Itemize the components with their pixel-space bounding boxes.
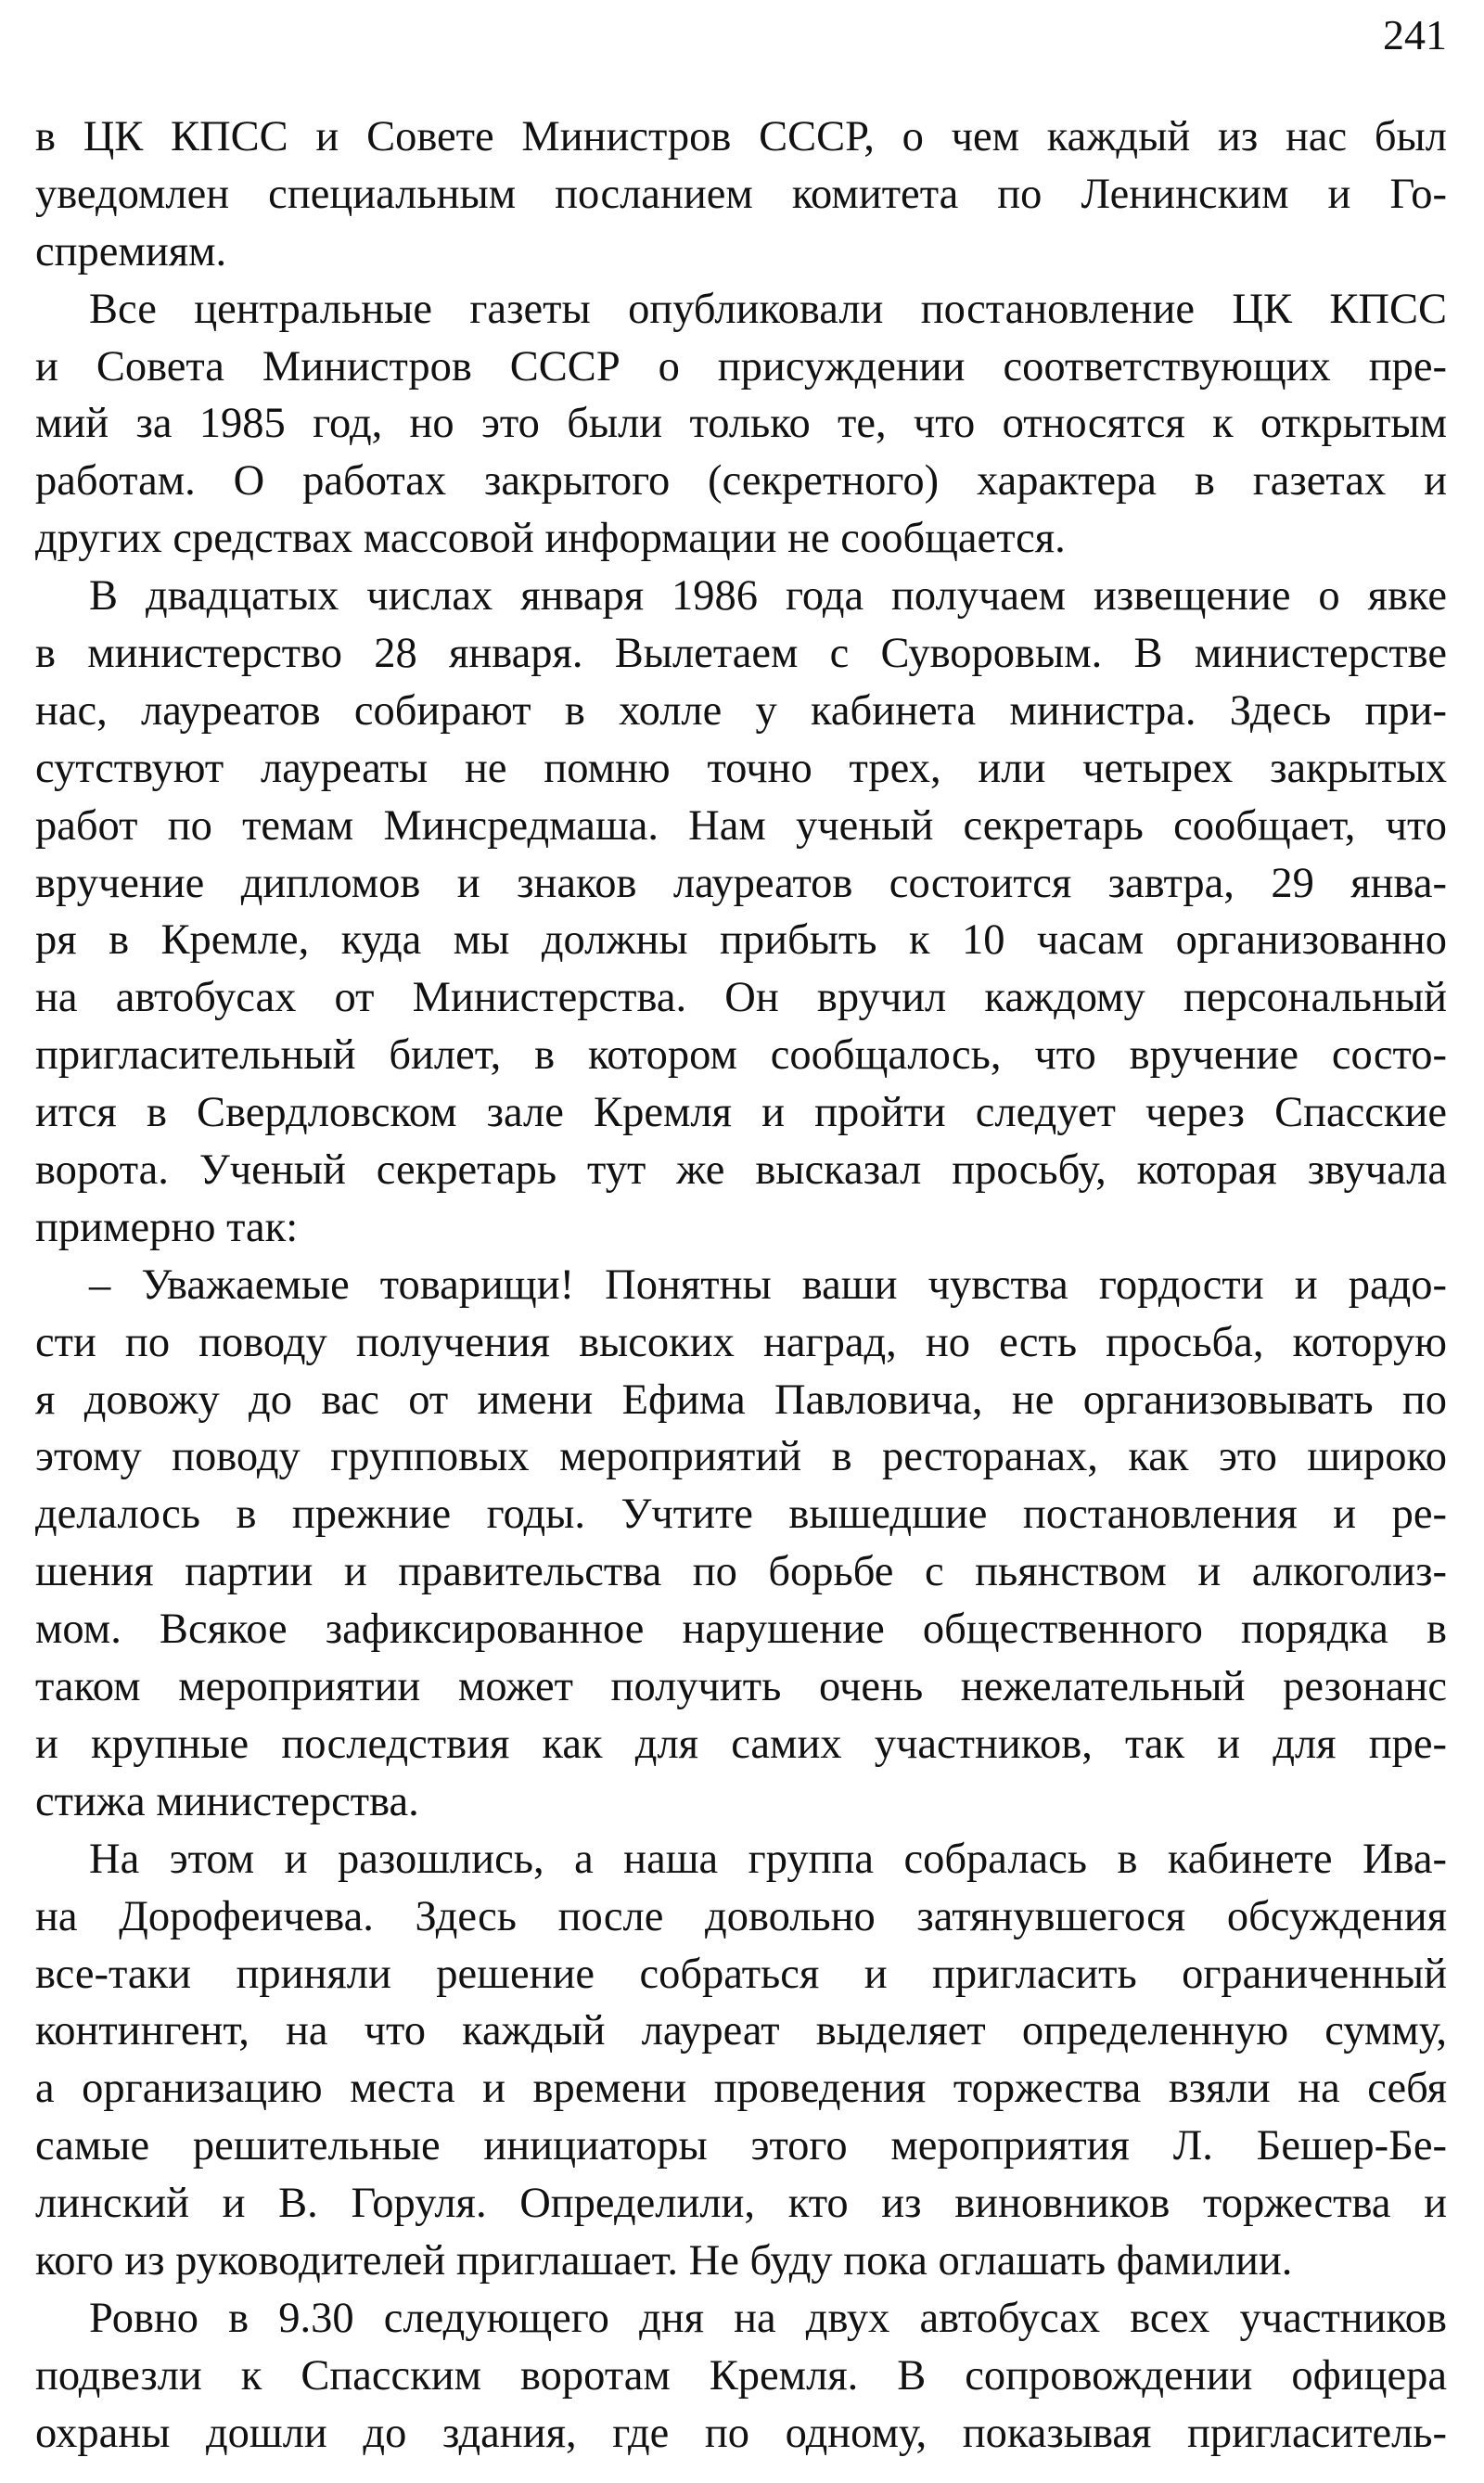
text-line: работ по темам Минсредмаша. Нам ученый секретарь сообщает, что — [35, 801, 1447, 850]
text-line: других средствах массовой информации не сообщается. — [35, 515, 1066, 563]
text-line: контингент, на что каждый лауреат выделяет определенную сумму, — [35, 2007, 1447, 2055]
text-line: пригласительный билет, в котором сообщалось, что вручение состо- — [35, 1031, 1447, 1080]
text-line: нас, лауреатов собирают в холле у кабинета министра. Здесь при- — [35, 686, 1447, 735]
text-line: уведомлен специальным посланием комитета по Ленинским и Го- — [35, 170, 1447, 218]
text-line: сти по поводу получения высоких наград, но есть просьба, которую — [35, 1318, 1447, 1366]
text-line: шения партии и правительства по борьбе с пьянством и алкоголиз- — [35, 1548, 1447, 1596]
paragraph — [35, 2290, 1447, 2463]
text-line: примерно так: — [35, 1203, 299, 1251]
text-line: а организацию места и времени проведения торжества взяли на себя — [35, 2065, 1447, 2113]
text-line: кого из руководителей приглашает. Не буду пока оглашать фамилии. — [35, 2236, 1293, 2285]
text-line: таком мероприятии может получить очень нежелательный резонанс — [35, 1663, 1447, 1711]
text-line: сутствуют лауреаты не помню точно трех, или четырех закрытых — [35, 744, 1447, 792]
text-line: В двадцатых числах января 1986 года получаем извещение о явке — [89, 572, 1447, 621]
text-line: вручение дипломов и знаков лауреатов состоится завтра, 29 янва- — [35, 859, 1447, 907]
text-line: линский и В. Горуля. Определили, кто из виновников торжества и — [35, 2180, 1447, 2228]
text-line: я довожу до вас от имени Ефима Павловича, не организовывать по — [35, 1376, 1447, 1424]
page-number: 241 — [1383, 11, 1447, 58]
text-line: На этом и разошлись, а наша группа собралась в кабинете Ива- — [89, 1835, 1447, 1883]
text-line: этому поводу групповых мероприятий в ресторанах, как это широко — [35, 1433, 1447, 1481]
paragraph — [35, 568, 1447, 1257]
text-line: в ЦК КПСС и Совете Министров СССР, о чем каждый из нас был — [35, 113, 1447, 160]
text-line: самые решительные инициаторы этого мероприятия Л. Бешер-Бе- — [35, 2122, 1447, 2170]
paragraph — [35, 109, 1447, 281]
paragraph — [35, 1257, 1447, 1831]
text-line: и Совета Министров СССР о присуждении соответствующих пре- — [35, 342, 1447, 390]
text-line: на автобусах от Министерства. Он вручил каждому персональный — [35, 974, 1447, 1022]
paragraph — [35, 1831, 1447, 2290]
text-line: ворота. Ученый секретарь тут же высказал просьбу, которая звучала — [35, 1146, 1447, 1195]
text-line: мом. Всякое зафиксированное нарушение общественного порядка в — [35, 1606, 1447, 1654]
text-line: стижа министерства. — [35, 1777, 419, 1825]
text-line: на Дорофеичева. Здесь после довольно затянувшегося обсуждения — [35, 1892, 1447, 1940]
text-line: подвезли к Спасским воротам Кремля. В сопровождении офицера — [35, 2351, 1447, 2400]
text-line: охраны дошли до здания, где по одному, показывая пригласитель- — [35, 2409, 1447, 2457]
text-line: Ровно в 9.30 следующего дня на двух автобусах всех участников — [89, 2294, 1447, 2342]
text-body — [35, 109, 1447, 2463]
text-line: мий за 1985 год, но это были только те, что относятся к открытым — [35, 400, 1447, 448]
text-line: Все центральные газеты опубликовали постановление ЦК КПСС — [89, 285, 1447, 333]
text-line: и крупные последствия как для самих участников, так и для пре- — [35, 1720, 1447, 1768]
text-line: делалось в прежние годы. Учтите вышедшие постановления и ре- — [35, 1491, 1447, 1539]
paragraph — [35, 281, 1447, 568]
text-line: ря в Кремле, куда мы должны прибыть к 10 часам организованно — [35, 916, 1447, 965]
text-line: спремиям. — [35, 227, 227, 275]
text-line: все-таки приняли решение собраться и пригласить ограниченный — [35, 1950, 1447, 1998]
text-line: в министерство 28 января. Вылетаем с Суворовым. В министерстве — [35, 630, 1447, 678]
text-line: работам. О работах закрытого (секретного) характера в газетах и — [35, 457, 1447, 506]
text-line: ится в Свердловском зале Кремля и пройти следует через Спасские — [35, 1089, 1447, 1137]
text-line: – Уважаемые товарищи! Понятны ваши чувства гордости и радо- — [89, 1261, 1447, 1309]
